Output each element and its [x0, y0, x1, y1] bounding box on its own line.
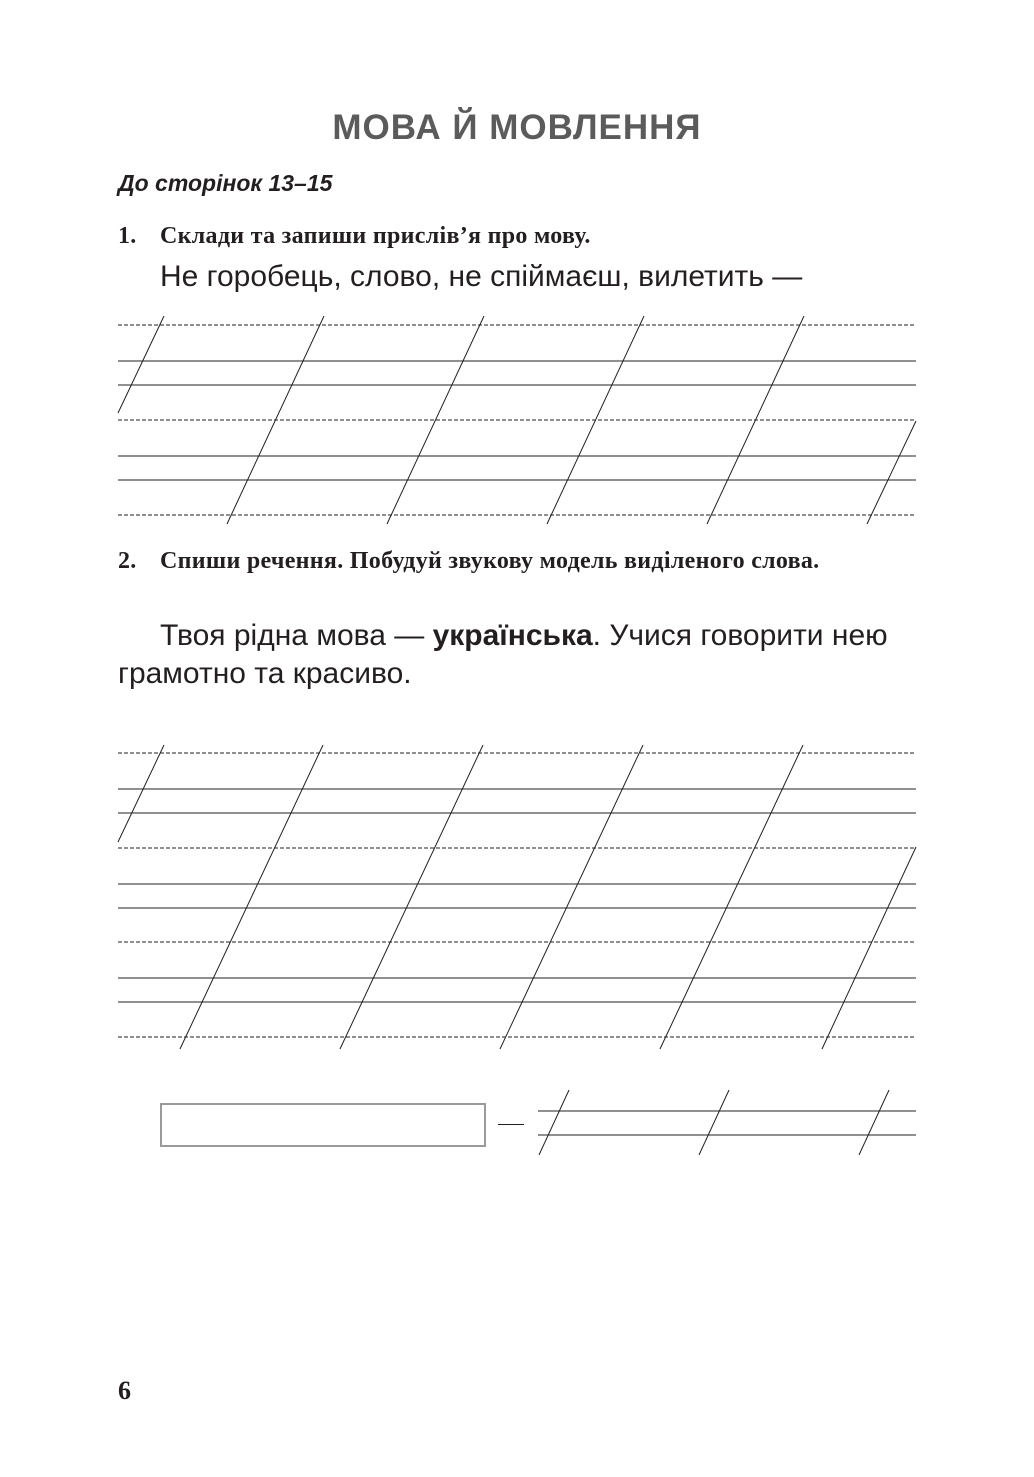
section-reference: До сторінок 13–15: [118, 170, 333, 196]
slant-line: [822, 847, 916, 1049]
slant-line: [500, 745, 643, 1049]
slant-line: [867, 421, 916, 524]
task-2-sentence-line-2: грамотно та красиво.: [118, 657, 412, 690]
slant-line: [660, 745, 803, 1049]
page-number: 6: [118, 1376, 131, 1405]
slant-line: [699, 1090, 729, 1155]
slant-line: [539, 1090, 569, 1155]
task-1-number: 1.: [118, 223, 137, 249]
sound-model-box[interactable]: [160, 1103, 486, 1147]
slant-line: [859, 1090, 889, 1155]
slant-line: [118, 316, 164, 413]
task-1-words: Не горобець, слово, не спіймаєш, вилетить —: [160, 260, 803, 293]
sound-model-lines[interactable]: [538, 1090, 916, 1155]
sentence-before: Твоя рідна мова —: [160, 619, 433, 652]
task-2-number: 2.: [118, 548, 137, 574]
slant-line: [118, 745, 164, 842]
sentence-after: . Учися говорити нею: [592, 619, 888, 652]
slant-line: [180, 745, 323, 1049]
sound-model-dash: [498, 1124, 524, 1125]
page-title: МОВА Й МОВЛЕННЯ: [332, 108, 702, 147]
highlighted-word: українська: [432, 619, 593, 652]
writing-grid-2[interactable]: [118, 745, 916, 1049]
slant-line: [340, 745, 483, 1049]
writing-grid-1[interactable]: [118, 316, 916, 524]
task-2-text: Спиши речення. Побудуй звукову модель виділеного слова.: [160, 548, 820, 574]
task-1-text: Склади та запиши прислів’я про мову.: [160, 223, 591, 249]
